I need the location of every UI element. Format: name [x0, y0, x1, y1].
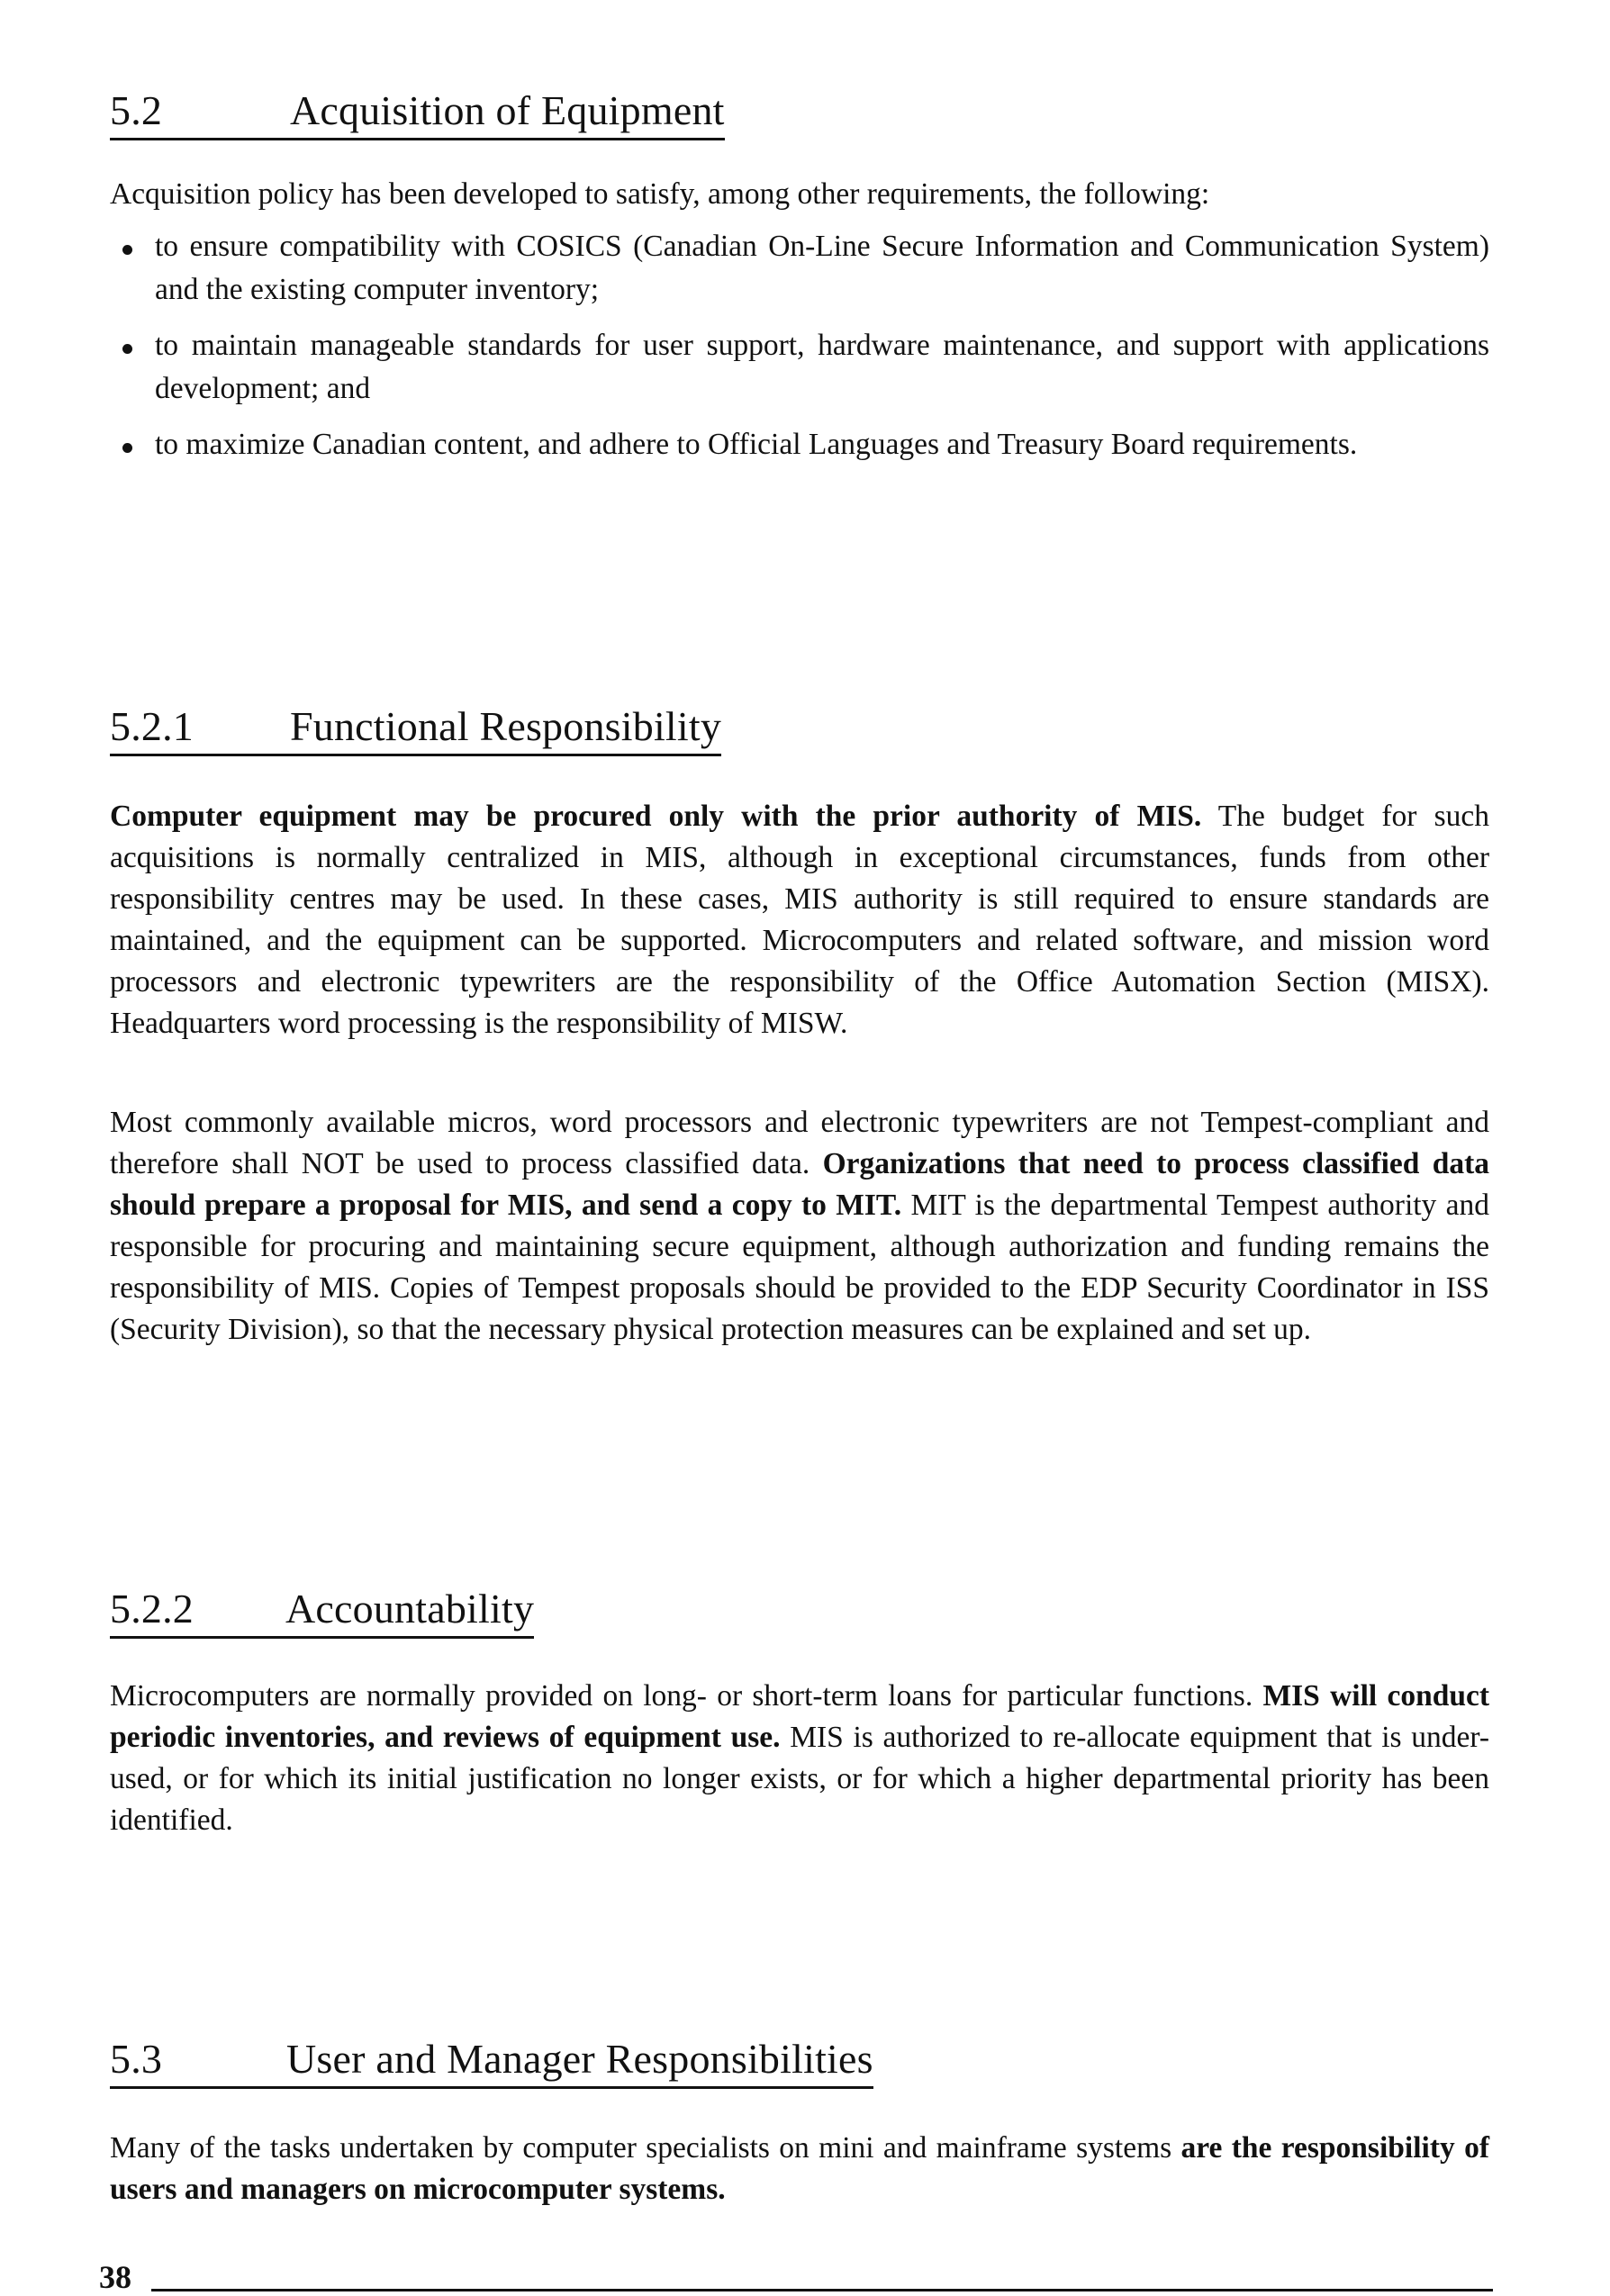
- section-heading-5-3: [110, 2035, 873, 2089]
- emphasis-text: MIS will conduct periodic inventories, and reviews of equipment use.: [110, 1679, 1489, 1754]
- section-number: 5.2.1: [110, 703, 194, 749]
- section-title: Acquisition of Equipment: [290, 87, 725, 133]
- section-title: Accountability: [285, 1586, 535, 1632]
- list-item-text: to ensure compatibility with COSICS (Canadian On-Line Secure Information and Communication System) and the existing computer inventory;: [155, 230, 1489, 306]
- list-item: [110, 423, 1489, 466]
- section-number: 5.3: [110, 2036, 163, 2082]
- section-number: 5.2: [110, 87, 163, 133]
- bullet-icon: [122, 245, 132, 255]
- paragraph-accountability: [110, 1676, 1489, 1841]
- list-item: [110, 324, 1489, 411]
- section-title: User and Manager Responsibilities: [286, 2036, 873, 2082]
- body-text: Most commonly available micros, word processors and electronic typewriters are not Tempest-compliant and therefore shall NOT be used to process classified data.: [110, 1106, 1489, 1180]
- bullet-icon: [122, 344, 132, 354]
- requirements-list: [110, 225, 1489, 466]
- page-footer: [99, 2258, 1493, 2296]
- emphasis-text: Organizations that need to process classified data should prepare a proposal for MIS, and send a copy to MIT.: [110, 1147, 1489, 1222]
- body-text: Microcomputers are normally provided on long- or short-term loans for particular functions.: [110, 1679, 1263, 1713]
- list-item-text: to maximize Canadian content, and adhere to Official Languages and Treasury Board requirements.: [155, 428, 1358, 461]
- paragraph-intro: Acquisition policy has been developed to satisfy, among other requirements, the following:: [110, 177, 1210, 211]
- body-text: The budget for such acquisitions is normally centralized in MIS, although in exceptional circumstances, funds from other responsibility centres may be used. In these cases, MIS authority is still required to ensure standards are maintained, and the equipment can be supported. Microcomputers and related software, and mission word processors and electronic typewriters are the responsibility of the Office Automation Section (MISX). Headquarters word processing is the responsibility of MISW.: [110, 800, 1489, 1040]
- section-heading-5-2: [110, 86, 725, 140]
- section-heading-5-2-2: [110, 1585, 534, 1639]
- section-title: Functional Responsibility: [290, 703, 722, 749]
- footer-rule: [151, 2289, 1493, 2291]
- list-item-text: to maintain manageable standards for user support, hardware maintenance, and support with applications development; and: [155, 329, 1489, 405]
- section-heading-5-2-1: [110, 702, 721, 756]
- paragraph-functional-2: [110, 1102, 1489, 1351]
- emphasis-text: are the responsibility of users and managers on microcomputer systems.: [110, 2131, 1489, 2206]
- page-number: 38: [99, 2259, 131, 2295]
- bullet-icon: [122, 443, 132, 453]
- paragraph-user-manager: [110, 2128, 1489, 2210]
- body-text: MIT is the departmental Tempest authority and responsible for procuring and maintaining secure equipment, although authorization and funding remains the responsibility of MIS. Copies of Tempest proposals should be provided to the EDP Security Coordinator in ISS (Security Division), so that the necessary physical protection measures can be explained and set up.: [110, 1189, 1489, 1346]
- body-text: MIS is authorized to re-allocate equipment that is under-used, or for which its initial justification no longer exists, or for which a higher departmental priority has been identified.: [110, 1721, 1489, 1837]
- list-item: [110, 225, 1489, 312]
- section-number: 5.2.2: [110, 1586, 194, 1632]
- paragraph-functional-1: [110, 796, 1489, 1044]
- body-text: Many of the tasks undertaken by computer specialists on mini and mainframe systems: [110, 2131, 1181, 2165]
- emphasis-text: Computer equipment may be procured only with the prior authority of MIS.: [110, 800, 1202, 833]
